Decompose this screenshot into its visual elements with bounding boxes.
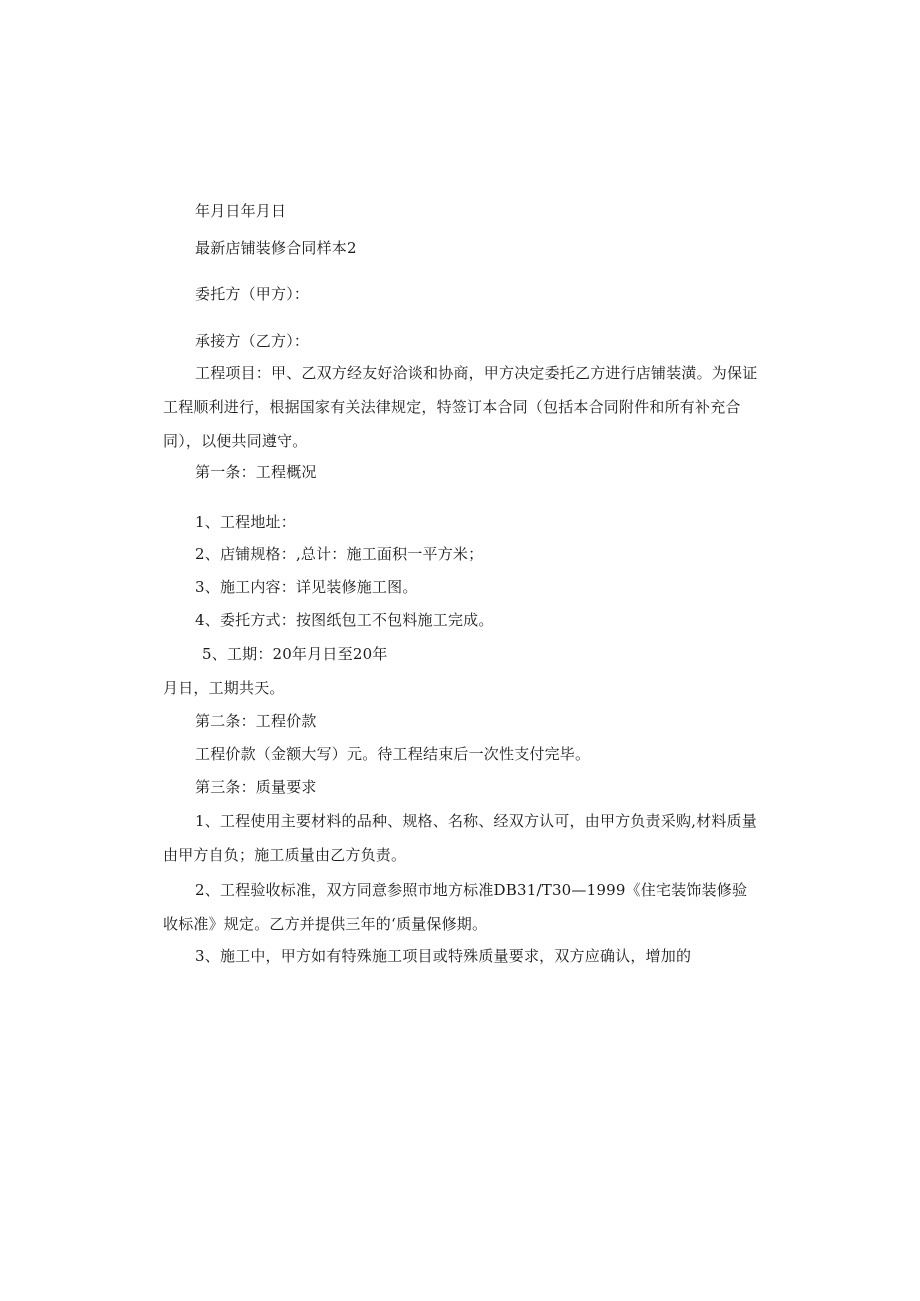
article1-item-4: 4、委托方式：按图纸包工不包料施工完成。	[195, 611, 494, 629]
article2-text: 工程价款（金额大写）元。待工程结束后一次性支付完毕。	[195, 745, 591, 763]
article1-heading: 第一条：工程概况	[195, 463, 317, 481]
party-b-label: 承接方（乙方）：	[195, 332, 310, 350]
article1-item-3: 3、施工内容：详见装修施工图。	[195, 578, 418, 596]
article1-period-line2: 月日，工期共天。	[163, 679, 285, 697]
article2-heading: 第二条：工程价款	[195, 712, 317, 730]
document-title: 最新店铺装修合同样本2	[195, 239, 357, 257]
date-line: 年月日年月日	[195, 202, 287, 220]
party-a-label: 委托方（甲方）：	[195, 285, 310, 303]
article3-item-2: 2、工程验收标准，双方同意参照市地方标准DB31/T30—1999《住宅装饰装修验收标准》规定。乙方并提供三年的‘质量保修期。	[163, 881, 748, 933]
article1-item-2: 2、店铺规格：,总计：施工面积一平方米；	[195, 545, 484, 563]
article3-item-3: 3、施工中，甲方如有特殊施工项目或特殊质量要求，双方应确认，增加的	[195, 947, 692, 965]
article3-item-1: 1、工程使用主要材料的品种、规格、名称、经双方认可，由甲方负责采购,材料质量由甲方自负；施工质量由乙方负责。	[163, 812, 757, 864]
intro-paragraph: 工程项目：甲、乙双方经友好洽谈和协商，甲方决定委托乙方进行店铺装潢。为保证工程顺利进行，根据国家有关法律规定，特签订本合同（包括本合同附件和所有补充合同），以便共同遵守。	[163, 364, 758, 450]
article3-heading: 第三条：质量要求	[195, 778, 317, 796]
article1-period-line1: 5、工期：20年月日至20年	[202, 645, 388, 663]
article1-item-1: 1、工程地址：	[195, 513, 296, 531]
